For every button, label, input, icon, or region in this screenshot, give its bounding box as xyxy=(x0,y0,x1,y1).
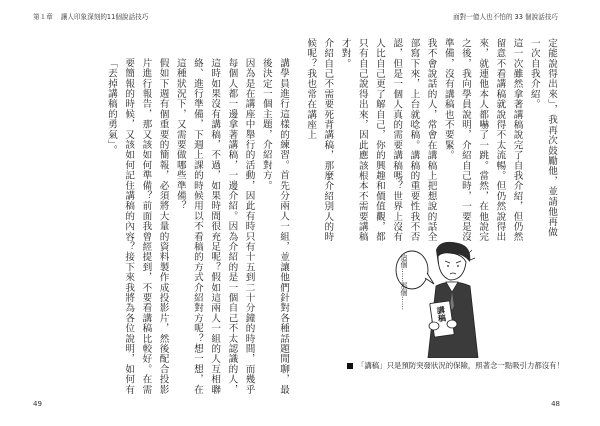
paragraph: 因為是在講座中舉行的活動，因此有時只有十五到二十分鐘的時間，而幾乎每個人都一邊拿著講稿，一邊介紹。因為介紹的是一個自己不太認識的人，這時如果沒有講稿，不過，如果時間很充足呢？假如這兩人一組的人互相聯絡、進行準備，下週上課的時候用以不看稿的方式介紹對方呢？想一想，在這種狀況下，又需要做哪些準備？ xyxy=(174,58,255,395)
running-head-left xyxy=(33,11,148,21)
paragraph: 假如下週有個重要的簡報，必須將大量的資料製作成投影片，然後配合投影片進行報告，那又該如何準備？前面我曾經提到，不要看講稿比較好。在需要簡報的時候，又該如何記住講稿的內容？接下來我將為各位說明，如何有「丟掉講稿的勇氣」。 xyxy=(105,58,169,395)
caption-text: 「講稿」只是預防突發狀況的保險，照著念一點吸引力都沒有！ xyxy=(357,361,564,370)
paragraph: 我不會說話的人，常會在講稿上把想說的話全部寫下來，上台就唸稿。講稿的重要性我不否認，但是一個人真的需要講稿嗎？世界上沒有人比自己更了解自己，你的興趣和價值觀，都只有自己說得出來，因此應該根本不需要講稿才對。 xyxy=(339,38,437,242)
caption-bullet-icon xyxy=(347,363,353,369)
page-number-left: 49 xyxy=(33,400,42,408)
chapter-label: 第１章 xyxy=(33,13,53,21)
paragraph: 介紹自己不需要死背講稿，那麼介紹別人的時候呢？我也常在講座上 xyxy=(305,38,334,242)
script-paper xyxy=(430,301,455,337)
body-text-right xyxy=(305,38,560,243)
paragraph: 定能說得出來」，我再次鼓勵他，並請他再做一次自我介紹。 xyxy=(528,38,557,238)
speech-bubble-text: 這個……那個…… xyxy=(400,254,408,310)
speech-bubble xyxy=(396,251,434,310)
paragraph: 這一次雖然拿著講稿說完了自我介紹，但仍然留意不看講稿就說得不太流暢。但仍然說得出來，就連他本人都嚇了一跳。當然，在他說完之後，我向學員說明，介紹自己時，一要是沒準備，沒有講稿也不要緊。 xyxy=(442,38,523,242)
man-with-script-illustration xyxy=(392,240,488,358)
body-text-left xyxy=(52,58,292,398)
paragraph: 講學員進行這樣的練習。首先分兩人一組，並讓他們針對各種話題閒聊，最後決定一個主題，介紹對方。 xyxy=(260,58,289,395)
script-paper-text: 講稿 xyxy=(435,305,447,323)
figure-caption xyxy=(347,360,593,371)
running-head-right: 面對一億人也不怕的 33 個說話技巧 xyxy=(453,13,558,21)
chapter-title: 讓人印象深刻的11個說話技巧 xyxy=(60,13,149,21)
page-number-right: 48 xyxy=(551,400,560,408)
